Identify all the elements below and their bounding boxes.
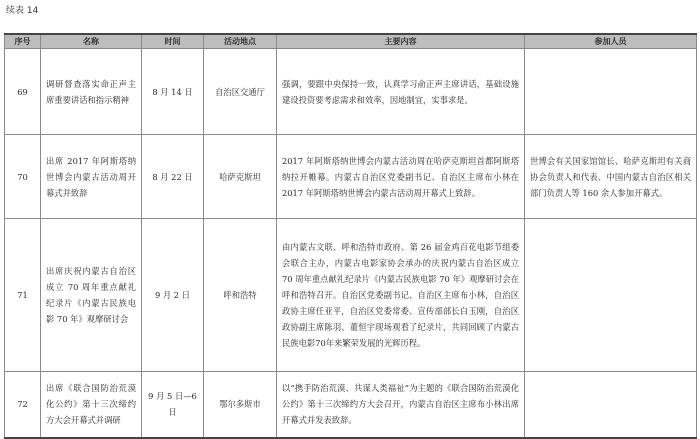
cell-participants xyxy=(525,219,697,372)
table-row xyxy=(5,49,697,135)
cell-no: 72 xyxy=(5,372,41,438)
cell-place: 自治区交通厅 xyxy=(204,49,277,135)
table-row xyxy=(5,372,697,438)
cell-time: 8 月 14 日 xyxy=(142,49,204,135)
header-content: 主要内容 xyxy=(277,34,525,49)
cell-place: 哈萨克斯坦 xyxy=(204,135,277,219)
cell-time: 8 月 22 日 xyxy=(142,135,204,219)
cell-content: 由内蒙古文联、呼和浩特市政府、第 26 届金鸡百花电影节组委会联合主办，内蒙古电影家协会承办的庆祝内蒙古自治区成立 70 周年重点献礼纪录片《内蒙古民族电影 70 年》观摩研讨会在呼和浩特召开。自治区党委副书记、自治区主席布小林，自治区政协主席任亚平，自治区党委常委、宣传部部长白玉刚，自治区政协副主席陈羽、董恒宇现场观看了纪录片，共同回顾了内蒙古民族电影70年来繁荣发展的光辉历程。 xyxy=(277,219,525,372)
header-name: 名称 xyxy=(41,34,142,49)
cell-name: 出席庆祝内蒙古自治区成立 70 周年重点献礼纪录片《内蒙古民族电影 70 年》观摩研讨会 xyxy=(41,219,142,372)
header-row xyxy=(5,34,697,49)
cell-participants xyxy=(525,372,697,438)
cell-name: 出席《联合国防治荒漠化公约》第十三次缔约方大会开幕式并调研 xyxy=(41,372,142,438)
cell-content: 2017 年阿斯塔纳世博会内蒙古活动周在哈萨克斯坦首都阿斯塔纳拉开帷幕。内蒙古自治区党委副书记、自治区主席布小林在 2017 年阿斯塔纳世博会内蒙古活动周开幕式上致辞。 xyxy=(277,135,525,219)
cell-place: 呼和浩特 xyxy=(204,219,277,372)
cell-time: 9 月 2 日 xyxy=(142,219,204,372)
table-row xyxy=(5,219,697,372)
cell-content: 以“携手防治荒漠、共谋人类福祉”为主题的《联合国防治荒漠化公约》第十三次缔约方大会召开，内蒙古自治区主席布小林出席开幕式并发表致辞。 xyxy=(277,372,525,438)
table-row xyxy=(5,135,697,219)
cell-no: 69 xyxy=(5,49,41,135)
activity-table xyxy=(4,33,697,439)
cell-no: 70 xyxy=(5,135,41,219)
header-place: 活动地点 xyxy=(204,34,277,49)
cell-name: 出席 2017 年阿斯塔纳世博会内蒙古活动周开幕式并致辞 xyxy=(41,135,142,219)
table-caption: 续表 14 xyxy=(6,6,39,16)
header-participants: 参加人员 xyxy=(525,34,697,49)
cell-time: 9 月 5 日—6 日 xyxy=(142,372,204,438)
cell-no: 71 xyxy=(5,219,41,372)
cell-content: 强调，要跟中央保持一致，认真学习俞正声主席讲话，基础设施建设投资要考虑需求和效率，因地制宜，实事求是。 xyxy=(277,49,525,135)
cell-participants xyxy=(525,49,697,135)
cell-place: 鄂尔多斯市 xyxy=(204,372,277,438)
cell-participants: 世博会有关国家馆馆长、哈萨克斯坦有关商协会负责人和代表、中国内蒙古自治区相关部门负责人等 160 余人参加开幕式。 xyxy=(525,135,697,219)
cell-name: 调研督查落实命正声主席重要讲话和指示精神 xyxy=(41,49,142,135)
header-time: 时间 xyxy=(142,34,204,49)
header-no: 序号 xyxy=(5,34,41,49)
